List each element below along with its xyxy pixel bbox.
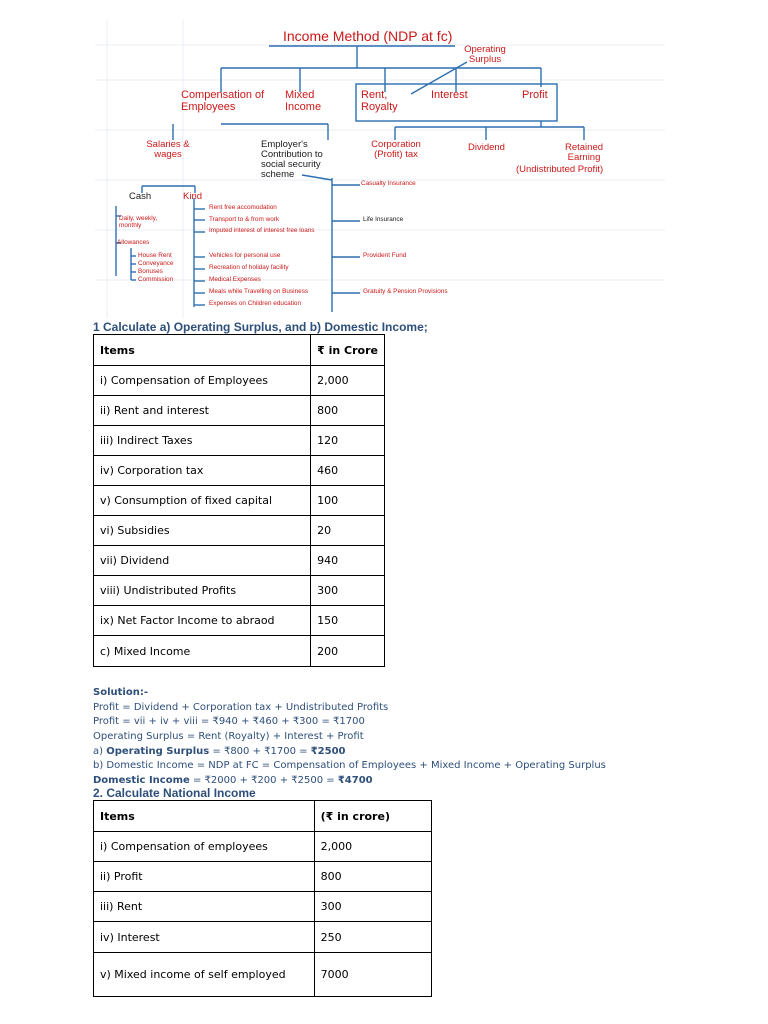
table-row <box>94 832 432 862</box>
allowance-item: Bonuses <box>138 268 163 275</box>
dividend-label: Dividend <box>468 142 505 153</box>
solution-text: a) <box>93 745 107 757</box>
item-cell: vii) Dividend <box>94 546 311 576</box>
compensation-label: Compensation of Employees <box>181 89 265 113</box>
kind-item: Expenses on Children education <box>209 300 302 307</box>
table-row <box>94 606 385 636</box>
solution-title: Solution:- <box>93 687 148 698</box>
column-header-items: Items <box>94 801 315 832</box>
value-cell: 100 <box>311 486 385 516</box>
column-header-items: Items <box>94 335 311 366</box>
item-cell: iv) Interest <box>94 922 315 953</box>
value-cell: 120 <box>311 426 385 456</box>
employers-contribution-label: Employer's Contribution to social security scheme <box>261 139 323 180</box>
value-cell: 2,000 <box>314 832 431 862</box>
retained-earning-label: Retained Earning <box>564 142 604 163</box>
interest-label: Interest <box>431 89 468 101</box>
solution-text: = ₹800 + ₹1700 = <box>209 745 311 757</box>
column-header-value: (₹ in crore) <box>314 801 431 832</box>
column-header-value: ₹ in Crore <box>311 335 385 366</box>
table-row <box>94 636 385 667</box>
kind-item: Imputed interest of interest free loans <box>209 227 315 234</box>
contribution-item: Casualty Insurance <box>361 180 416 187</box>
q1-table <box>93 334 385 667</box>
q2-heading: 2. Calculate National Income <box>93 786 256 800</box>
item-cell: iii) Indirect Taxes <box>94 426 311 456</box>
value-cell: 200 <box>311 636 385 667</box>
item-cell: i) Compensation of employees <box>94 832 315 862</box>
kind-item: Transport to & from work <box>209 216 280 223</box>
cash-label: Cash <box>129 191 152 202</box>
table-row <box>94 922 432 953</box>
allowance-item: House Rent <box>138 252 172 259</box>
kind-item: Vehicles for personal use <box>209 252 281 259</box>
contribution-item: Provident Fund <box>363 252 407 259</box>
value-cell: 250 <box>314 922 431 953</box>
item-cell: vi) Subsidies <box>94 516 311 546</box>
value-cell: 300 <box>311 576 385 606</box>
salaries-wages-label: Salaries & wages <box>146 139 190 160</box>
item-cell: iv) Corporation tax <box>94 456 311 486</box>
table-row <box>94 953 432 997</box>
q2-table <box>93 800 432 997</box>
solution-line: Profit = Dividend + Corporation tax + Undistributed Profits <box>93 701 389 713</box>
item-cell: ii) Rent and interest <box>94 396 311 426</box>
allowance-item: Conveyance <box>138 260 174 267</box>
kind-item: Medical Expenses <box>209 276 261 283</box>
item-cell: v) Mixed income of self employed <box>94 953 315 997</box>
allowances-label: Allowances <box>117 239 150 246</box>
solution-line: Operating Surplus = Rent (Royalty) + Interest + Profit <box>93 731 364 743</box>
table-row <box>94 456 385 486</box>
q1-heading: 1 Calculate a) Operating Surplus, and b) Domestic Income; <box>93 320 428 334</box>
contribution-item: Gratuity & Pension Provisions <box>363 288 448 295</box>
allowance-item: Commission <box>138 276 174 283</box>
kind-item: Rent free accomodation <box>209 204 277 211</box>
value-cell: 300 <box>314 892 431 922</box>
mixed-income-label: Mixed Income <box>285 89 322 113</box>
table-row <box>94 486 385 516</box>
solution-line: b) Domestic Income = NDP at FC = Compensation of Employees + Mixed Income + Operating Surplus <box>93 760 606 772</box>
item-cell: ii) Profit <box>94 862 315 892</box>
value-cell: 150 <box>311 606 385 636</box>
item-cell: v) Consumption of fixed capital <box>94 486 311 516</box>
profit-label: Profit <box>522 89 548 101</box>
solution-term: Operating Surplus <box>106 745 210 757</box>
value-cell: 2,000 <box>311 366 385 396</box>
table-row <box>94 546 385 576</box>
contribution-item: Life Insurance <box>363 216 404 223</box>
item-cell: c) Mixed Income <box>94 636 311 667</box>
solution-line: Profit = vii + iv + viii = ₹940 + ₹460 + ₹300 = ₹1700 <box>93 716 365 728</box>
diagram-connectors <box>116 46 584 312</box>
table-row <box>94 576 385 606</box>
income-method-diagram <box>95 20 665 318</box>
item-cell: i) Compensation of Employees <box>94 366 311 396</box>
table-row <box>94 892 432 922</box>
solution-term: Domestic Income <box>93 775 190 787</box>
corporation-tax-label: Corporation (Profit) tax <box>371 139 421 160</box>
daily-weekly-monthly-label: Daily, weekly, monthly <box>119 215 158 229</box>
table-header-row <box>94 335 385 366</box>
table-row <box>94 366 385 396</box>
kind-item: Meals while Travelling on Business <box>209 288 309 295</box>
solution-text: = ₹2000 + ₹200 + ₹2500 = <box>189 775 338 787</box>
solution-result: ₹2500 <box>310 745 346 757</box>
kind-label: Kind <box>183 191 203 202</box>
diagram-title: Income Method (NDP at fc) <box>283 28 453 44</box>
value-cell: 940 <box>311 546 385 576</box>
value-cell: 800 <box>311 396 385 426</box>
item-cell: viii) Undistributed Profits <box>94 576 311 606</box>
value-cell: 7000 <box>314 953 431 997</box>
item-cell: ix) Net Factor Income to abraod <box>94 606 311 636</box>
item-cell: iii) Rent <box>94 892 315 922</box>
table-row <box>94 396 385 426</box>
operating-surplus-label: Operating Surplus <box>464 44 506 65</box>
value-cell: 460 <box>311 456 385 486</box>
undistributed-profit-label: (Undistributed Profit) <box>516 164 604 175</box>
table-row <box>94 516 385 546</box>
table-row <box>94 862 432 892</box>
solution-block <box>93 686 733 789</box>
kind-item: Recreation of holiday facility <box>209 264 289 271</box>
solution-line <box>93 745 733 760</box>
solution-result: ₹4700 <box>337 775 373 787</box>
value-cell: 800 <box>314 862 431 892</box>
table-header-row <box>94 801 432 832</box>
table-row <box>94 426 385 456</box>
value-cell: 20 <box>311 516 385 546</box>
rent-royalty-label: Rent, Royalty <box>361 89 398 113</box>
